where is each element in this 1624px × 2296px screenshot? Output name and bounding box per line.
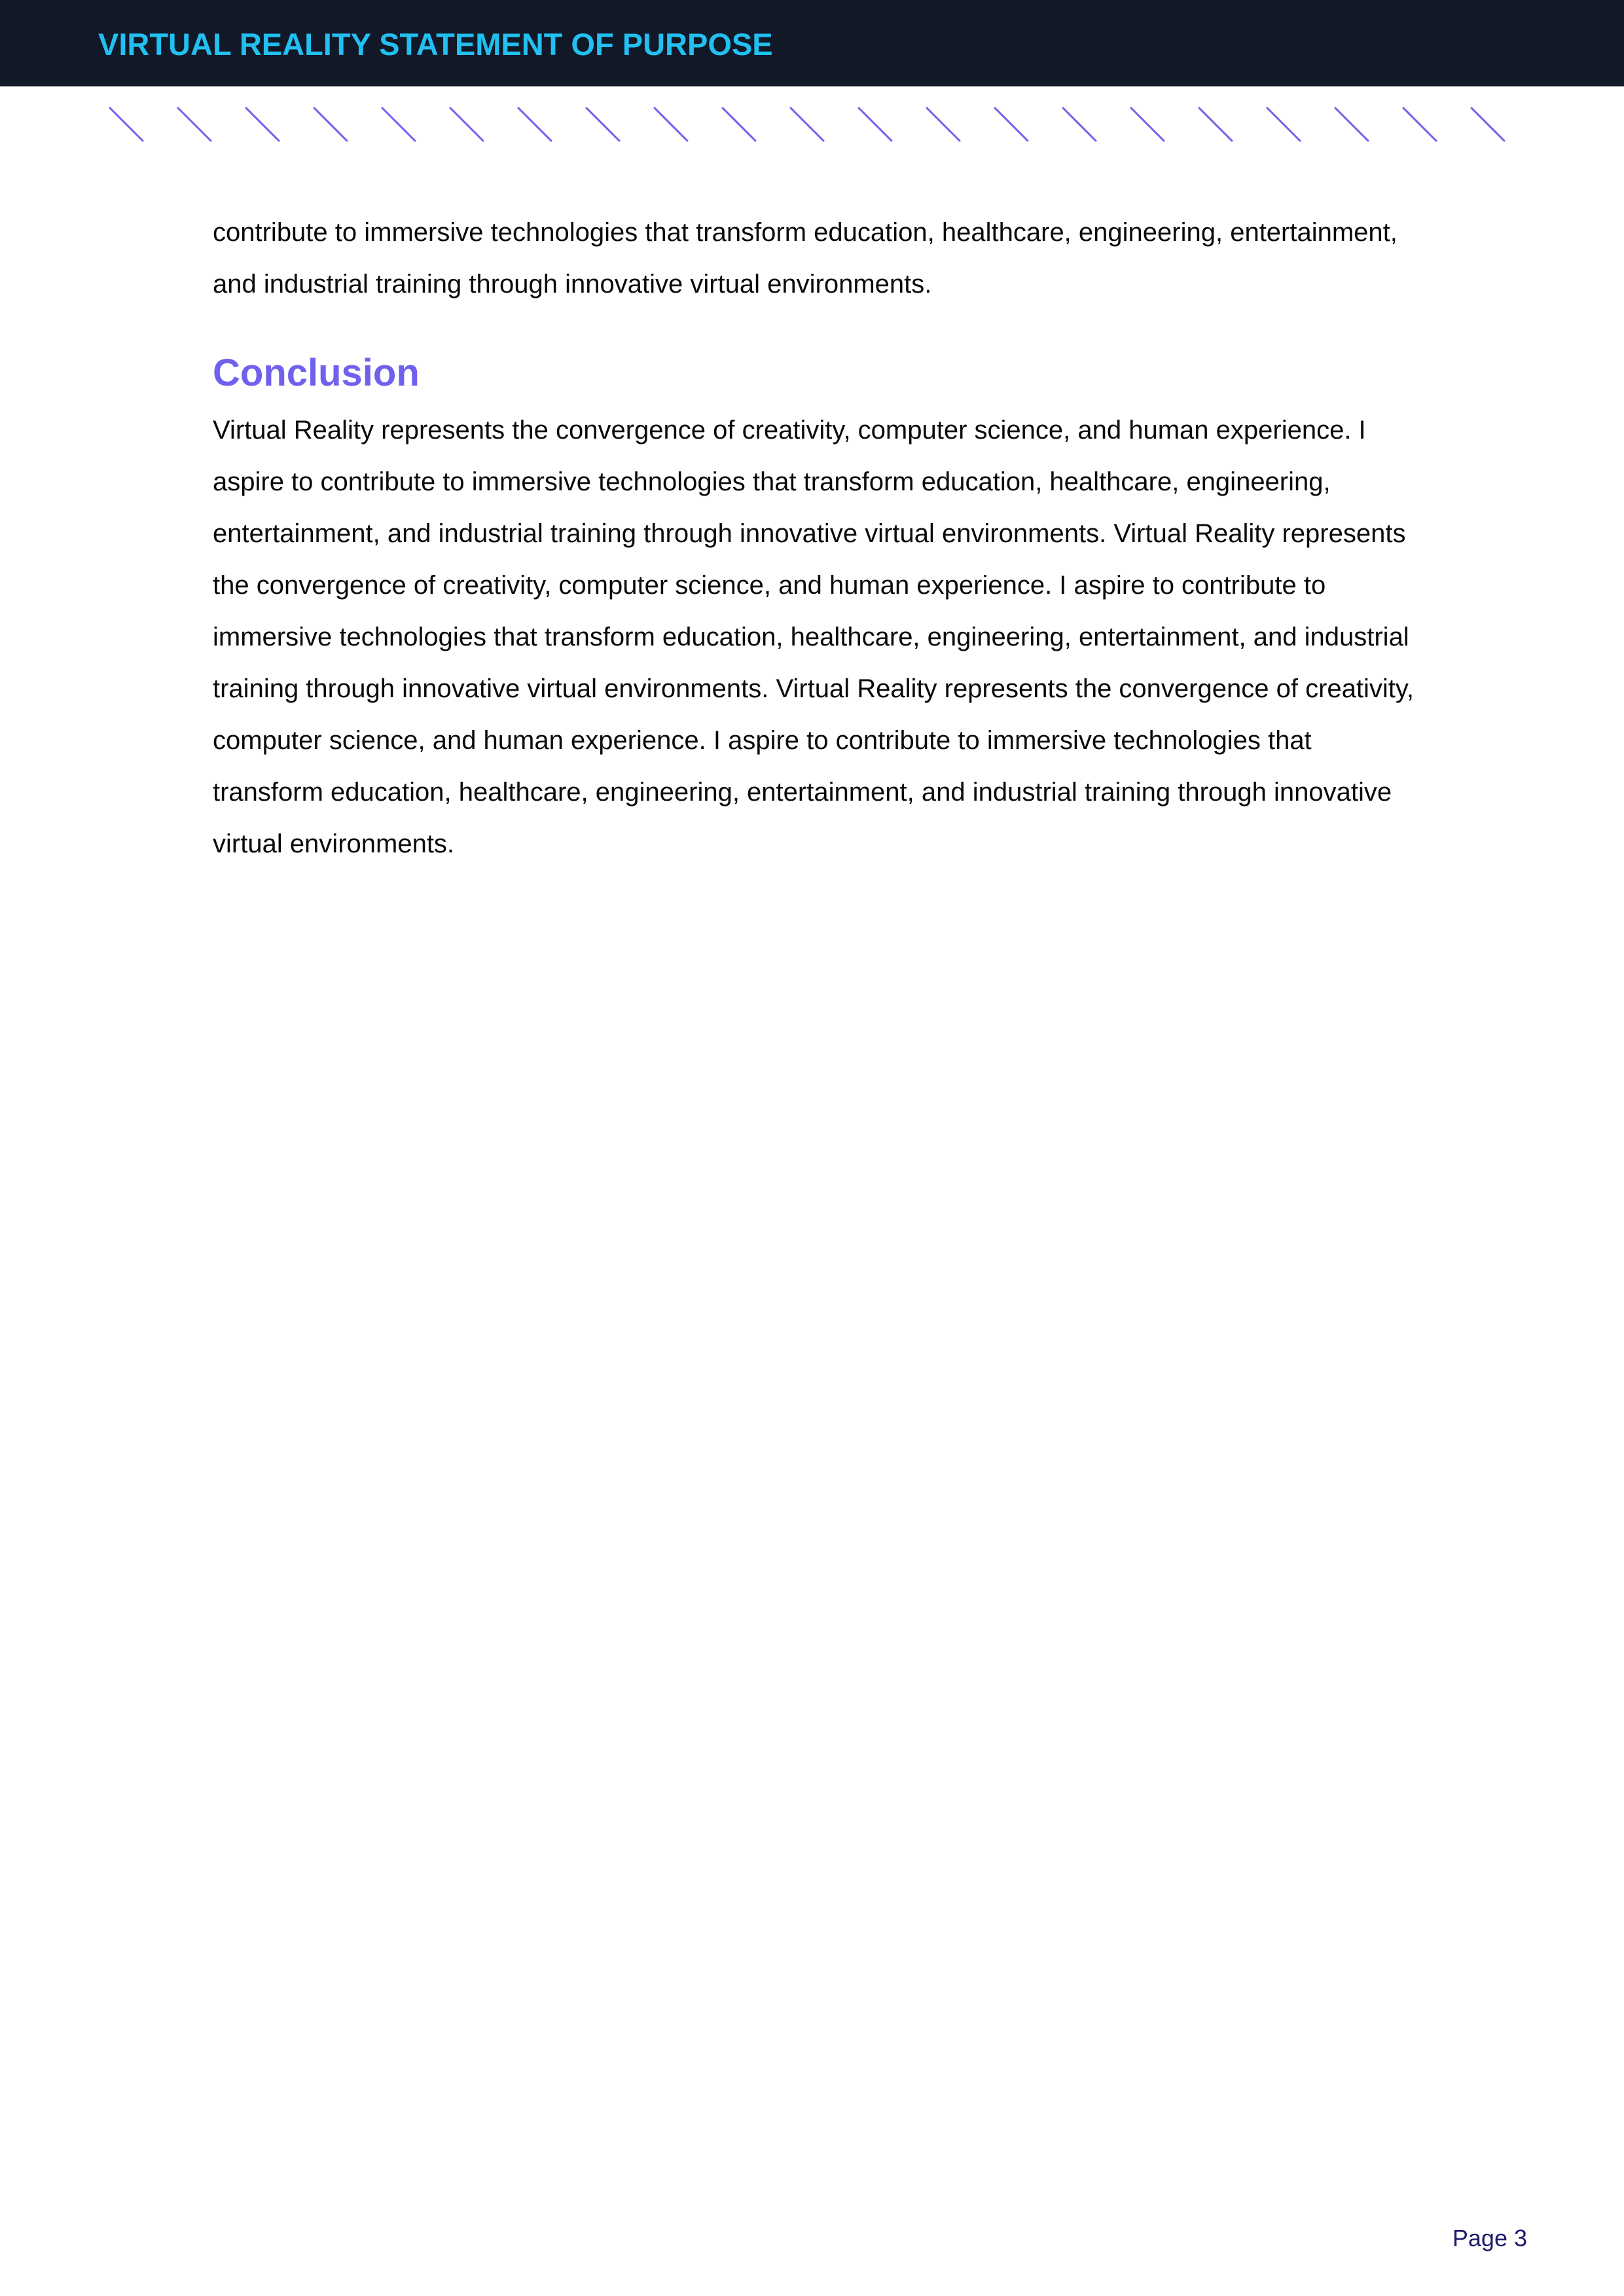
section-heading-conclusion: Conclusion xyxy=(213,352,420,394)
decorative-stripe xyxy=(1131,108,1164,141)
decorative-stripe xyxy=(1471,108,1504,141)
section-body-conclusion: Virtual Reality represents the convergence of creativity, computer science, and human experience. I aspire to contribute to immersive technologies that transform education, healthcare, engineering, entertainment, and industrial training through innovative virtual environments. Virtual Reality represents the convergence of creativity, computer science, and human experience. I aspire to contribute to immersive technologies that transform education, healthcare, engineering, entertainment, and industrial training through innovative virtual environments. Virtual Reality represents the convergence of creativity, computer science, and human experience. I aspire to contribute to immersive technologies that transform education, healthcare, engineering, entertainment, and industrial training through innovative virtual environments. xyxy=(213,416,1415,858)
decorative-stripe xyxy=(382,108,415,141)
document-body xyxy=(213,207,1417,870)
decorative-stripe xyxy=(246,108,279,141)
decorative-stripe xyxy=(314,108,347,141)
decorative-stripe xyxy=(655,108,687,141)
decorative-stripe xyxy=(1199,108,1232,141)
decorative-stripe xyxy=(927,108,960,141)
decorative-stripe xyxy=(450,108,483,141)
decorative-stripe xyxy=(859,108,892,141)
decorative-stripe xyxy=(1063,108,1096,141)
decorative-stripe xyxy=(791,108,823,141)
intro-paragraph: contribute to immersive technologies that transform education, healthcare, engineering, entertainment, and industrial training through innovative virtual environments. xyxy=(213,218,1398,299)
decorative-stripe xyxy=(1403,108,1436,141)
document-title: VIRTUAL REALITY STATEMENT OF PURPOSE xyxy=(98,27,773,62)
header-bar xyxy=(0,0,1624,86)
decorative-stripe xyxy=(1335,108,1368,141)
decorative-stripe xyxy=(586,108,619,141)
decorative-stripe xyxy=(723,108,755,141)
decorative-stripe xyxy=(1267,108,1300,141)
page-number: Page 3 xyxy=(1452,2225,1527,2251)
decorative-stripe xyxy=(110,108,143,141)
decorative-stripe xyxy=(518,108,551,141)
decorative-stripe xyxy=(995,108,1028,141)
decorative-stripe-row xyxy=(0,105,1624,144)
decorative-stripe xyxy=(178,108,211,141)
